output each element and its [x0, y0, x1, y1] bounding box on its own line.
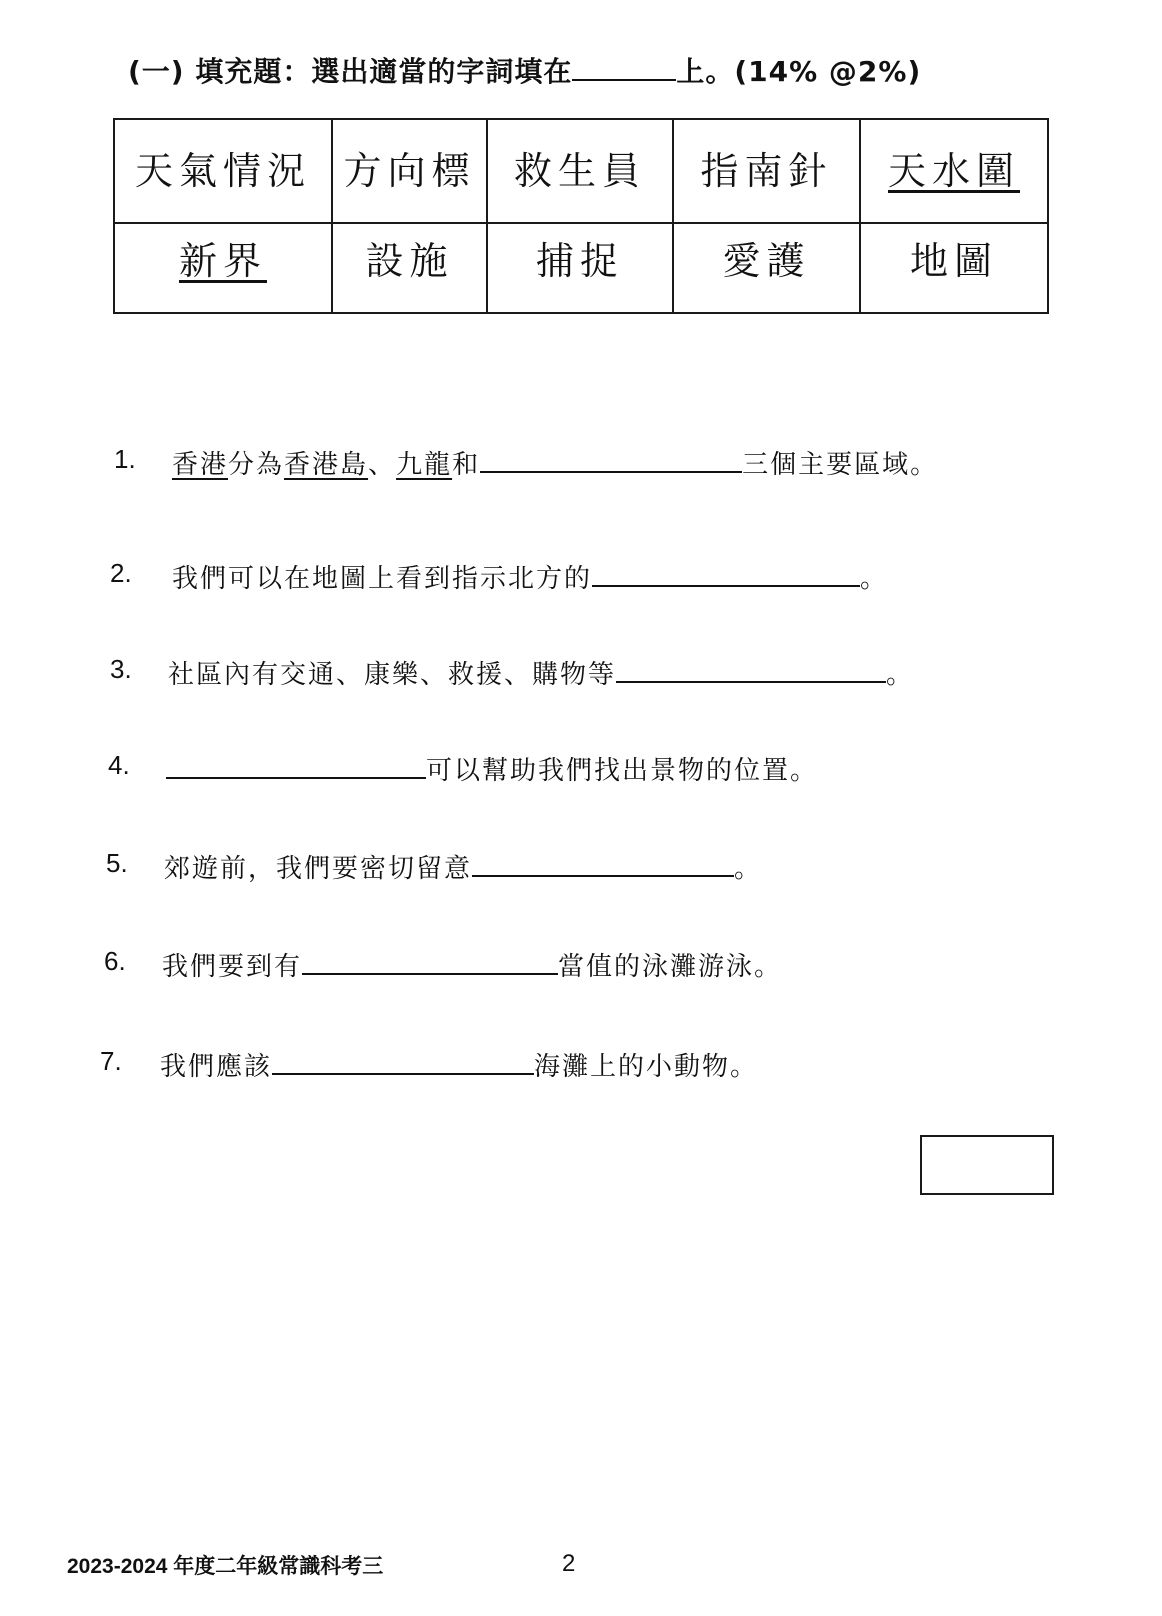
question-text	[168, 654, 914, 691]
text-fragment: 我們可以在地圖上看到指示北方的	[172, 564, 593, 594]
section-title	[128, 50, 921, 90]
text-fragment: 。	[734, 854, 763, 884]
text-fragment: 和	[452, 450, 481, 480]
page-number: 2	[562, 1550, 576, 1577]
word-bank-cell	[332, 119, 487, 223]
word-option: 捕捉	[535, 239, 624, 283]
text-fragment: 我們應該	[160, 1052, 273, 1082]
answer-blank[interactable]	[616, 661, 886, 683]
word-option: 救生員	[513, 149, 646, 193]
text-fragment: 郊遊前，我們要密切留意	[164, 854, 473, 884]
answer-blank[interactable]	[166, 757, 426, 779]
word-bank-cell	[487, 119, 673, 223]
question-number: 4.	[108, 750, 130, 780]
question-text	[172, 444, 938, 481]
word-option: 地圖	[909, 239, 998, 283]
word-bank-row	[114, 223, 1048, 313]
footer-exam-label: 2023-2024 年度二年級常識科考三	[67, 1555, 384, 1578]
word-option: 方向標	[343, 149, 476, 193]
text-fragment: 我們要到有	[162, 952, 303, 982]
text-fragment: 社區內有交通、康樂、救援、購物等	[168, 660, 617, 690]
word-bank-cell	[860, 119, 1048, 223]
word-option-underlined: 新界	[178, 239, 267, 283]
answer-blank[interactable]	[480, 451, 742, 473]
text-fragment: 三個主要區域。	[742, 450, 939, 480]
word-option: 愛護	[722, 239, 811, 283]
answer-blank[interactable]	[472, 855, 734, 877]
answer-blank[interactable]	[302, 953, 558, 975]
text-fragment: 。	[860, 564, 889, 594]
question-text	[162, 946, 782, 983]
question-text	[172, 558, 888, 595]
question-number: 7.	[100, 1046, 122, 1076]
word-bank-cell	[332, 223, 487, 313]
text-fragment: 海灘上的小動物。	[534, 1052, 759, 1082]
word-option: 指南針	[700, 149, 833, 193]
word-bank-cell	[114, 119, 332, 223]
answer-blank[interactable]	[272, 1053, 534, 1075]
text-fragment: 分為	[228, 450, 285, 480]
text-fragment: 可以幫助我們找出景物的位置。	[426, 756, 819, 786]
text-fragment: 、	[368, 450, 397, 480]
score-box[interactable]	[920, 1135, 1054, 1195]
title-blank-sample	[572, 57, 676, 81]
question-text	[166, 750, 818, 787]
word-bank-cell	[487, 223, 673, 313]
word-option: 設施	[365, 239, 454, 283]
word-bank-cell	[673, 119, 860, 223]
word-option: 天氣情況	[134, 149, 311, 193]
word-bank-cell	[114, 223, 332, 313]
text-fragment: 當值的泳灘游泳。	[558, 952, 783, 982]
word-option-underlined: 天水圍	[887, 149, 1020, 193]
question-number: 6.	[104, 946, 126, 976]
word-bank-cell	[673, 223, 860, 313]
answer-blank[interactable]	[592, 565, 860, 587]
question-number: 2.	[110, 558, 132, 588]
word-bank-cell	[860, 223, 1048, 313]
word-bank-table	[113, 118, 1049, 314]
question-number: 3.	[110, 654, 132, 684]
question-text	[164, 848, 762, 885]
question-number: 5.	[106, 848, 128, 878]
question-number: 1.	[114, 444, 136, 474]
section-title-suffix: 上。(14% @2%)	[676, 55, 922, 88]
text-fragment: 。	[886, 660, 915, 690]
question-text	[160, 1046, 758, 1083]
word-bank-row	[114, 119, 1048, 223]
proper-noun: 香港	[172, 450, 229, 480]
proper-noun: 香港島	[284, 450, 369, 480]
proper-noun: 九龍	[396, 450, 453, 480]
section-title-text: (一) 填充題：選出適當的字詞填在	[128, 55, 573, 88]
